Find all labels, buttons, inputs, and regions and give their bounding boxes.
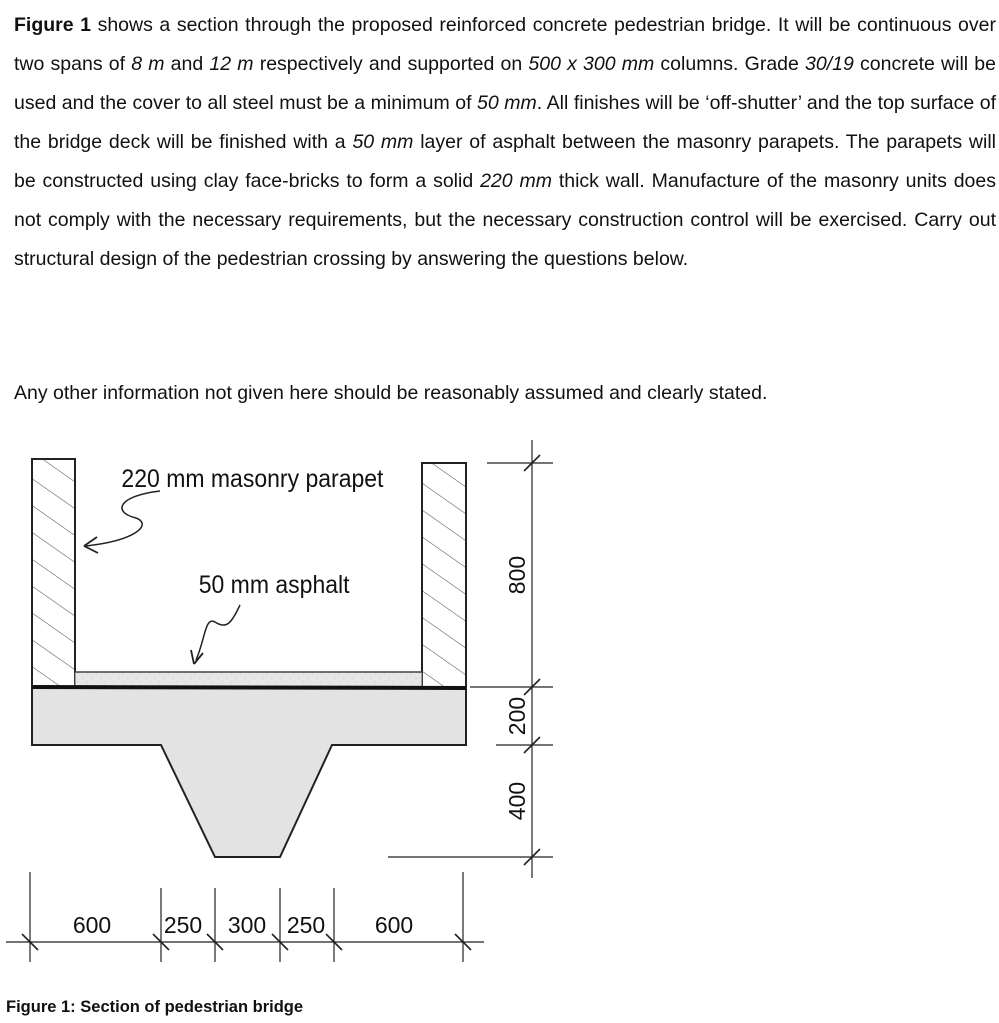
dim-800: 800: [504, 555, 530, 595]
asphalt-leader: [196, 605, 240, 660]
dim-250-left: 250: [163, 912, 203, 938]
left-parapet: [32, 459, 75, 687]
span-1-length: 8 m: [131, 53, 165, 75]
statement-text-5: concrete will be used and the cover to all steel must be a minimum of: [14, 53, 996, 114]
statement-text-4: columns. Grade: [654, 53, 806, 75]
dim-400: 400: [504, 781, 530, 821]
deck-and-web: [32, 687, 466, 857]
figure-reference: Figure 1: [14, 14, 91, 36]
assumption-note: Any other information not given here should be reasonably assumed and clearly stated.: [14, 382, 768, 404]
dim-600-right: 600: [374, 912, 414, 938]
span-2-length: 12 m: [209, 53, 254, 75]
asphalt-thickness: 50 mm: [352, 131, 414, 153]
problem-statement: [14, 6, 996, 279]
statement-text-8: thick wall. Manufacture of the masonry units does not comply with the necessary requirements, but the necessary construction control will be exercised. Carry out structural design of the pedestrian crossing by answering the questions below.: [14, 170, 996, 270]
statement-text-7: layer of asphalt between the masonry parapets. The parapets will be constructed using clay face-bricks to form a solid: [14, 131, 996, 192]
right-parapet: [422, 463, 466, 688]
dim-200: 200: [504, 696, 530, 736]
parapet-label: 220 mm masonry parapet: [121, 465, 384, 494]
column-size: 500 x 300 mm: [528, 53, 655, 75]
asphalt-label: 50 mm asphalt: [198, 571, 350, 600]
bridge-section-figure: [0, 420, 999, 980]
dim-600-left: 600: [72, 912, 112, 938]
dim-300: 300: [227, 912, 267, 938]
statement-text-3: respectively and supported on: [253, 53, 529, 75]
figure-caption: Figure 1: Section of pedestrian bridge: [6, 998, 304, 1016]
asphalt-layer: [75, 672, 422, 687]
statement-text-1: shows a section through the proposed reinforced concrete pedestrian bridge. It will be continuous over two spans of: [14, 14, 996, 75]
concrete-grade: 30/19: [805, 53, 854, 75]
dim-250-right: 250: [286, 912, 326, 938]
statement-text-6: . All finishes will be ‘off-shutter’ and the top surface of the bridge deck will be finished with a: [14, 92, 996, 153]
cover-value: 50 mm: [477, 92, 537, 114]
statement-text-2: and: [164, 53, 210, 75]
wall-thickness: 220 mm: [480, 170, 552, 192]
